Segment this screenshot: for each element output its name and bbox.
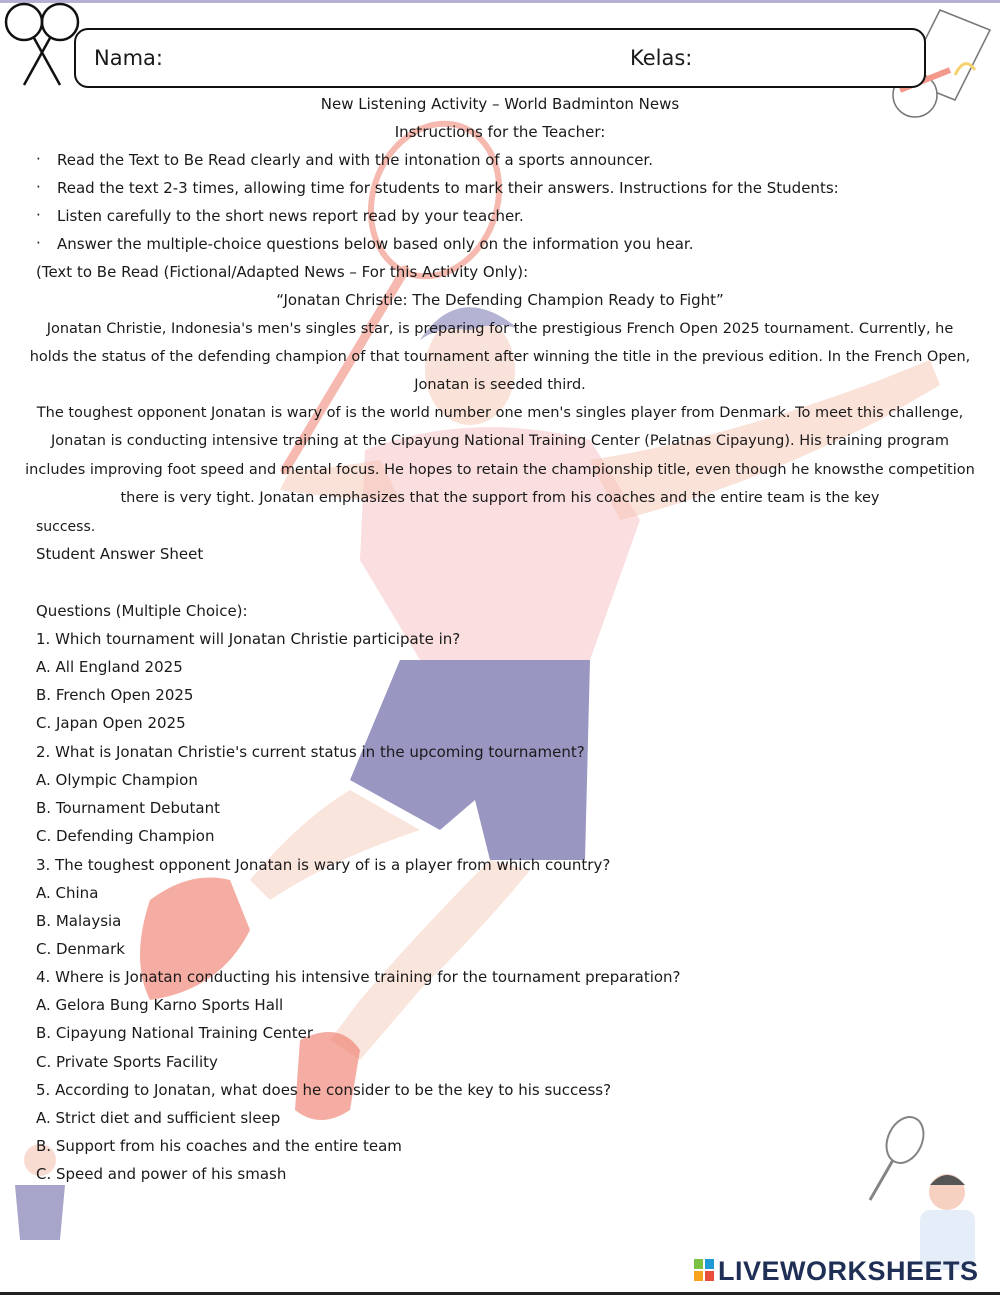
answer-option[interactable]: C. Denmark <box>36 940 125 958</box>
article-line: success. <box>36 519 96 535</box>
article-line: The toughest opponent Jonatan is wary of is the world number one men's singles player from Denmark. To meet this challenge, <box>36 405 964 421</box>
questions-heading: Questions (Multiple Choice): <box>36 602 248 620</box>
student-info-box <box>74 28 926 88</box>
article-line: Jonatan is conducting intensive training at the Cipayung National Training Center (Pelatnas Cipayung). His training program <box>51 433 949 449</box>
question-text: 2. What is Jonatan Christie's current status in the upcoming tournament? <box>36 743 585 761</box>
answer-option[interactable]: B. Tournament Debutant <box>36 799 220 817</box>
liveworksheets-logo[interactable]: LIVEWORKSHEETS <box>718 1256 979 1286</box>
article-line: there is very tight. Jonatan emphasizes that the support from his coaches and the entire team is the key <box>120 490 880 506</box>
article-line: holds the status of the defending champion of that tournament after winning the title in the previous edition. In the French Open, <box>29 349 971 365</box>
answer-option[interactable]: C. Private Sports Facility <box>36 1053 218 1071</box>
answer-option[interactable]: A. Strict diet and sufficient sleep <box>36 1109 281 1127</box>
worksheet-title: New Listening Activity – World Badminton News <box>320 95 680 113</box>
answer-option[interactable]: B. French Open 2025 <box>36 686 194 704</box>
answer-option[interactable]: C. Japan Open 2025 <box>36 714 186 732</box>
bullet-icon: · <box>36 206 41 224</box>
name-label: Nama: <box>94 46 163 70</box>
article-title: “Jonatan Christie: The Defending Champion Ready to Fight” <box>276 291 724 309</box>
text-heading: (Text to Be Read (Fictional/Adapted News – For this Activity Only): <box>36 263 529 281</box>
liveworksheets-logo-icon <box>694 1259 714 1281</box>
question-text: 3. The toughest opponent Jonatan is wary of is a player from which country? <box>36 856 611 874</box>
answer-option[interactable]: B. Support from his coaches and the entire team <box>36 1137 402 1155</box>
instruction-item: Read the Text to Be Read clearly and with the intonation of a sports announcer. <box>57 151 653 169</box>
bullet-icon: · <box>36 178 41 196</box>
bullet-icon: · <box>36 234 41 252</box>
article-line: Jonatan Christie, Indonesia's men's singles star, is preparing for the prestigious French Open 2025 tournament. Currently, he <box>46 321 954 337</box>
instruction-item: Read the text 2-3 times, allowing time for students to mark their answers. Instructions for the Students: <box>57 179 839 197</box>
question-text: 5. According to Jonatan, what does he consider to be the key to his success? <box>36 1081 612 1099</box>
answer-sheet-heading: Student Answer Sheet <box>36 545 204 563</box>
article-line: Jonatan is seeded third. <box>414 377 586 393</box>
article-line: includes improving foot speed and mental focus. He hopes to retain the championship title, even though he knowsthe competition <box>25 462 975 478</box>
answer-option[interactable]: A. China <box>36 884 99 902</box>
class-label: Kelas: <box>630 46 693 70</box>
answer-option[interactable]: B. Malaysia <box>36 912 122 930</box>
instruction-item: Answer the multiple-choice questions below based only on the information you hear. <box>57 235 694 253</box>
question-text: 1. Which tournament will Jonatan Christie participate in? <box>36 630 461 648</box>
answer-option[interactable]: A. Olympic Champion <box>36 771 198 789</box>
answer-option[interactable]: C. Defending Champion <box>36 827 215 845</box>
teacher-instructions-heading: Instructions for the Teacher: <box>394 123 606 141</box>
bullet-icon: · <box>36 150 41 168</box>
answer-option[interactable]: A. Gelora Bung Karno Sports Hall <box>36 996 284 1014</box>
answer-option[interactable]: C. Speed and power of his smash <box>36 1165 287 1183</box>
answer-option[interactable]: B. Cipayung National Training Center <box>36 1024 314 1042</box>
instruction-item: Listen carefully to the short news report read by your teacher. <box>57 207 524 225</box>
question-text: 4. Where is Jonatan conducting his intensive training for the tournament preparation? <box>36 968 681 986</box>
answer-option[interactable]: A. All England 2025 <box>36 658 183 676</box>
